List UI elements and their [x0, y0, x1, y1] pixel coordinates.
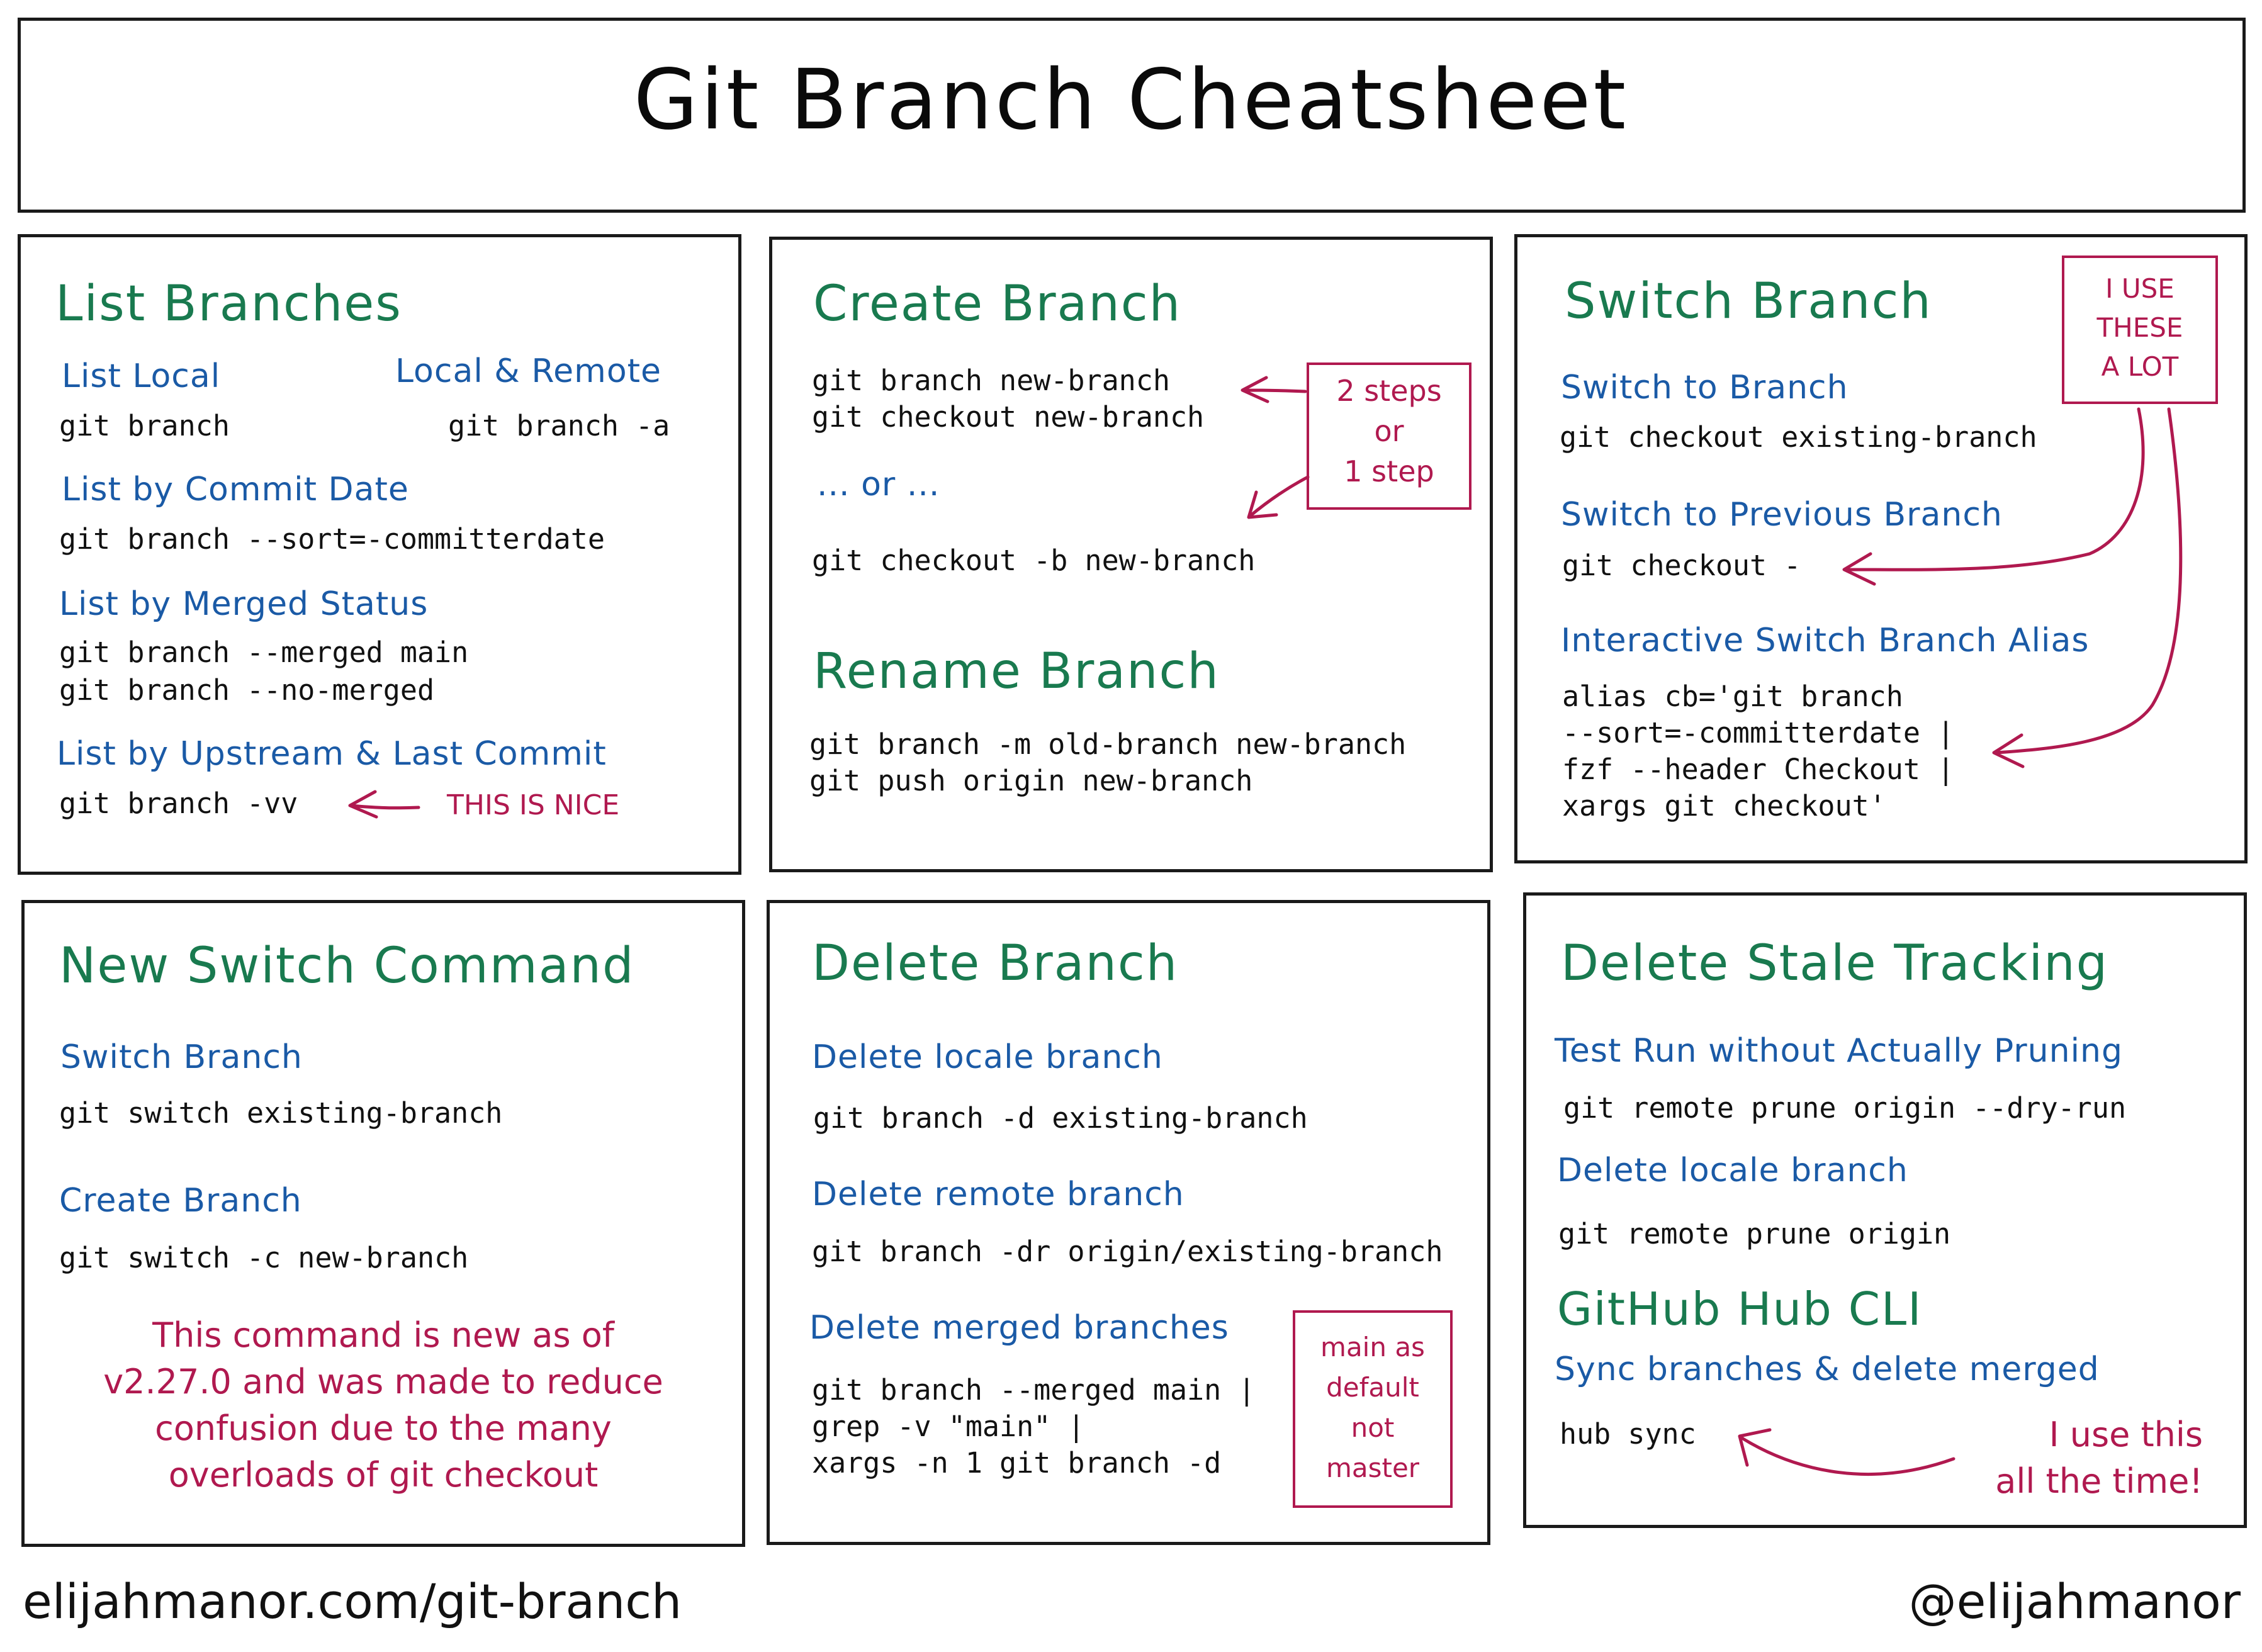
rename-cmd-2: git push origin new-branch — [809, 764, 1253, 797]
page-title: Git Branch Cheatsheet — [633, 52, 1629, 149]
new-switch-cmd: git switch existing-branch — [59, 1096, 503, 1130]
rename-branch-heading: Rename Branch — [813, 643, 1220, 700]
switch-to-label: Switch to Branch — [1561, 369, 1848, 407]
hub-sync-label: Sync branches & delete merged — [1555, 1351, 2100, 1388]
stale-delete-label: Delete locale branch — [1557, 1152, 1908, 1189]
list-no-merged-cmd: git branch --no-merged — [59, 673, 435, 707]
steps-note-line3: 1 step — [1344, 454, 1434, 488]
new-create-label: Create Branch — [59, 1182, 302, 1220]
list-branches-heading: List Branches — [55, 276, 402, 332]
arrow-use-a-lot-prev — [1844, 409, 2143, 584]
local-remote-label: Local & Remote — [395, 352, 662, 390]
arrow-hub-sync — [1740, 1430, 1954, 1475]
switch-alias-label: Interactive Switch Branch Alias — [1561, 622, 2090, 660]
main-default-line4: master — [1325, 1453, 1420, 1483]
new-switch-note-2: v2.27.0 and was made to reduce — [103, 1362, 663, 1402]
steps-note-line1: 2 steps — [1336, 374, 1442, 408]
switch-alias-line1: alias cb='git branch — [1562, 680, 1903, 713]
delete-remote-label: Delete remote branch — [812, 1176, 1184, 1213]
use-a-lot-line2: THESE — [2096, 312, 2183, 343]
list-merged-cmd: git branch --merged main — [59, 636, 469, 669]
arrow-two-steps — [1242, 378, 1305, 402]
switch-alias-line2: --sort=-committerdate | — [1562, 716, 1955, 750]
delete-branch-heading: Delete Branch — [812, 935, 1179, 992]
delete-merged-line3: xargs -n 1 git branch -d — [812, 1446, 1222, 1480]
hub-note-line1: I use this — [2049, 1415, 2203, 1454]
new-create-cmd: git switch -c new-branch — [59, 1241, 469, 1274]
new-switch-heading: New Switch Command — [59, 938, 635, 994]
footer-handle[interactable]: @elijahmanor — [1908, 1573, 2241, 1629]
delete-remote-cmd: git branch -dr origin/existing-branch — [812, 1235, 1443, 1268]
list-local-cmd: git branch — [59, 409, 230, 442]
arrow-one-step — [1249, 477, 1308, 517]
main-default-line3: not — [1351, 1412, 1395, 1443]
stale-test-cmd: git remote prune origin --dry-run — [1563, 1091, 2127, 1125]
delete-merged-line1: git branch --merged main | — [812, 1373, 1256, 1407]
arrow-this-is-nice — [350, 792, 419, 817]
delete-local-cmd: git branch -d existing-branch — [813, 1101, 1308, 1135]
local-remote-cmd: git branch -a — [448, 409, 670, 442]
switch-prev-cmd: git checkout - — [1562, 549, 1801, 582]
delete-merged-label: Delete merged branches — [809, 1309, 1229, 1347]
new-switch-note-4: overloads of git checkout — [168, 1455, 599, 1495]
hub-note-line2: all the time! — [1995, 1461, 2203, 1501]
footer-url[interactable]: elijahmanor.com/git-branch — [23, 1573, 682, 1629]
create-or-text: ... or ... — [817, 466, 940, 503]
switch-to-cmd: git checkout existing-branch — [1560, 420, 2037, 454]
create-cmd-3: git checkout -b new-branch — [812, 544, 1256, 577]
stale-test-label: Test Run without Actually Pruning — [1555, 1032, 2123, 1070]
hub-sync-cmd: hub sync — [1560, 1417, 1696, 1451]
list-by-date-cmd: git branch --sort=-committerdate — [59, 522, 605, 556]
delete-merged-line2: grep -v "main" | — [812, 1410, 1085, 1443]
new-switch-label: Switch Branch — [60, 1038, 303, 1076]
stale-tracking-heading: Delete Stale Tracking — [1561, 935, 2109, 992]
this-is-nice-note: THIS IS NICE — [447, 789, 620, 821]
arrow-use-a-lot-alias — [1994, 409, 2181, 767]
create-branch-heading: Create Branch — [813, 276, 1182, 332]
list-merged-label: List by Merged Status — [59, 585, 429, 623]
switch-prev-label: Switch to Previous Branch — [1561, 496, 2003, 534]
new-switch-note-3: confusion due to the many — [155, 1408, 612, 1448]
create-cmd-2: git checkout new-branch — [812, 400, 1205, 434]
create-cmd-1: git branch new-branch — [812, 364, 1170, 397]
hub-cli-heading: GitHub Hub CLI — [1557, 1283, 1923, 1335]
main-default-line1: main as — [1320, 1332, 1425, 1363]
list-upstream-label: List by Upstream & Last Commit — [57, 735, 607, 773]
delete-local-label: Delete locale branch — [812, 1038, 1163, 1076]
new-switch-note-1: This command is new as of — [152, 1315, 614, 1355]
stale-delete-cmd: git remote prune origin — [1558, 1217, 1951, 1250]
main-default-line2: default — [1326, 1372, 1419, 1403]
steps-note-line2: or — [1374, 414, 1404, 448]
use-a-lot-line1: I USE — [2105, 273, 2175, 304]
switch-branch-heading: Switch Branch — [1565, 273, 1932, 330]
list-by-date-label: List by Commit Date — [62, 471, 409, 509]
use-a-lot-line3: A LOT — [2101, 351, 2179, 382]
list-local-label: List Local — [62, 357, 221, 395]
rename-cmd-1: git branch -m old-branch new-branch — [809, 728, 1407, 761]
switch-alias-line3: fzf --header Checkout | — [1562, 753, 1955, 786]
list-upstream-cmd: git branch -vv — [59, 787, 298, 820]
switch-alias-line4: xargs git checkout' — [1562, 789, 1886, 823]
